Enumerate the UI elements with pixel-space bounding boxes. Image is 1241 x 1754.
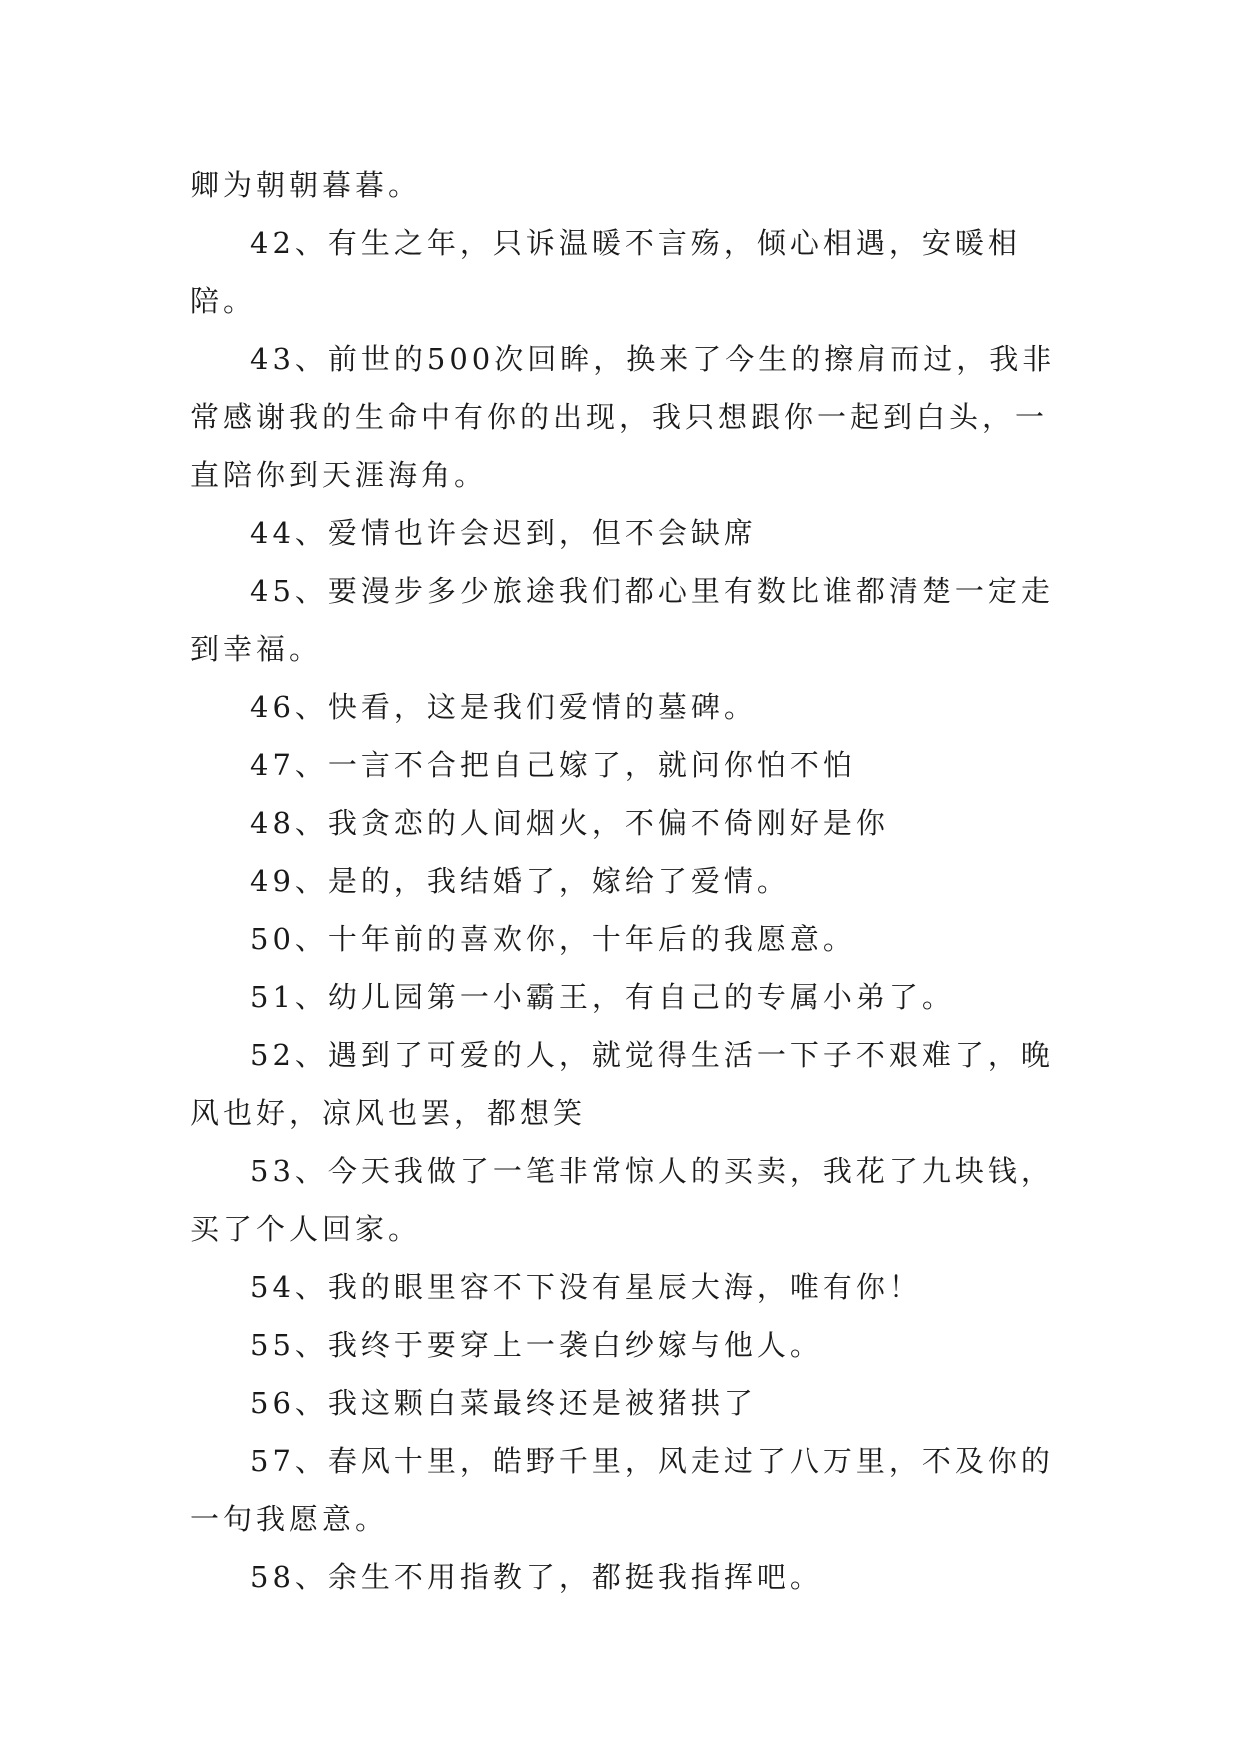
paragraph-55: 55、我终于要穿上一袭白纱嫁与他人。	[250, 1328, 823, 1362]
paragraph-58: 58、余生不用指教了，都挺我指挥吧。	[250, 1560, 823, 1594]
paragraph-49: 49、是的，我结婚了，嫁给了爱情。	[250, 864, 790, 898]
paragraph-51: 51、幼儿园第一小霸王，有自己的专属小弟了。	[250, 980, 955, 1014]
paragraph-46: 46、快看，这是我们爱情的墓碑。	[250, 690, 757, 724]
paragraph-45: 45、要漫步多少旅途我们都心里有数比谁都清楚一定走到幸福。	[190, 574, 1054, 666]
paragraph-52: 52、遇到了可爱的人，就觉得生活一下子不艰难了，晚风也好，凉风也罢，都想笑	[190, 1038, 1054, 1130]
paragraph-42: 42、有生之年，只诉温暖不言殇，倾心相遇，安暖相陪。	[190, 226, 1021, 318]
paragraph-44: 44、爱情也许会迟到，但不会缺席	[250, 516, 757, 550]
paragraph-47: 47、一言不合把自己嫁了，就问你怕不怕	[250, 748, 856, 782]
paragraph-43: 43、前世的500次回眸，换来了今生的擦肩而过，我非常感谢我的生命中有你的出现，我只想跟你一起到白头，一直陪你到天涯海角。	[190, 342, 1056, 492]
paragraph-48: 48、我贪恋的人间烟火，不偏不倚刚好是你	[250, 806, 889, 840]
paragraph-50: 50、十年前的喜欢你，十年后的我愿意。	[250, 922, 856, 956]
paragraph-continuation: 卿为朝朝暮暮。	[190, 168, 422, 202]
paragraph-56: 56、我这颗白菜最终还是被猪拱了	[250, 1386, 757, 1420]
paragraph-53: 53、今天我做了一笔非常惊人的买卖，我花了九块钱，买了个人回家。	[190, 1154, 1054, 1246]
paragraph-54: 54、我的眼里容不下没有星辰大海，唯有你！	[250, 1270, 922, 1304]
document-body	[190, 156, 1070, 1606]
paragraph-57: 57、春风十里，皓野千里，风走过了八万里，不及你的一句我愿意。	[190, 1444, 1054, 1536]
